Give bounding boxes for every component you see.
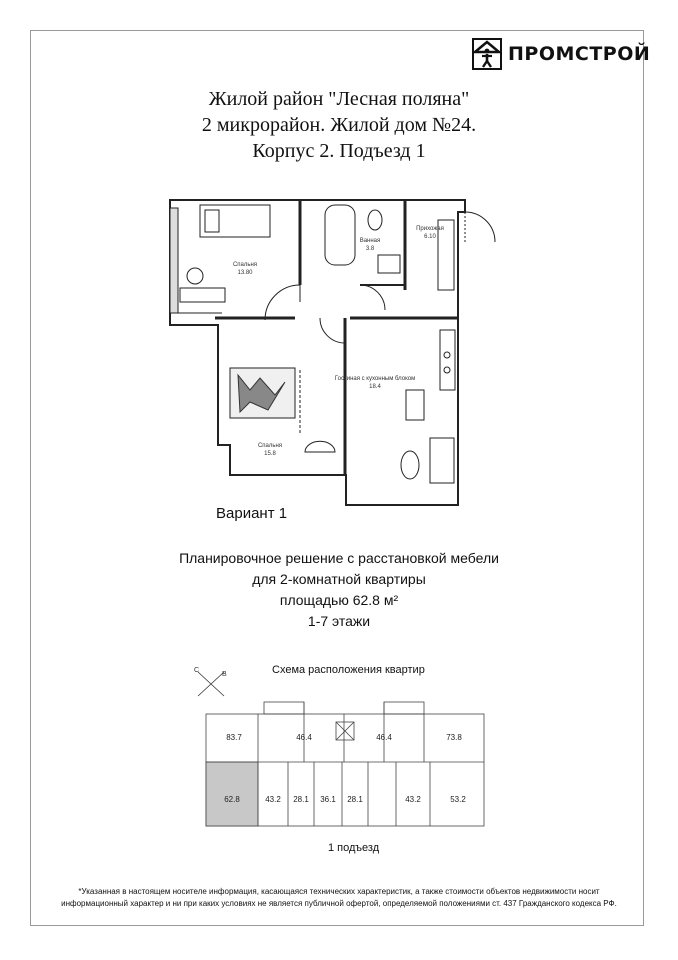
room-name: Гостиная с кухонным блоком xyxy=(334,376,416,382)
bathtub xyxy=(325,205,355,265)
apartment-area: 36.1 xyxy=(320,795,336,804)
description-line: Планировочное решение с расстановкой мебели xyxy=(179,550,499,566)
plan-description xyxy=(0,548,678,632)
apartment-scheme xyxy=(204,696,488,836)
title-line: 2 микрорайон. Жилой дом №24. xyxy=(201,114,477,136)
room-name: Прихожая xyxy=(416,226,444,232)
room-area: 3.8 xyxy=(365,246,375,252)
floor-plan xyxy=(160,190,510,510)
door-swing xyxy=(320,318,345,343)
room-area: 15.8 xyxy=(264,451,276,457)
apartment-area: 83.7 xyxy=(226,733,242,742)
room-name: Спальня xyxy=(232,262,258,268)
page-title xyxy=(0,86,678,164)
door-swing xyxy=(360,285,385,310)
description-line: для 2-комнатной квартиры xyxy=(252,571,426,587)
description-line: площадью 62.8 м² xyxy=(279,592,399,608)
apartment-area: 28.1 xyxy=(347,795,363,804)
desk xyxy=(180,288,225,302)
kitchen-counter xyxy=(440,330,455,390)
room-name: Ванная xyxy=(359,238,381,244)
outer-wall xyxy=(170,200,465,505)
toilet xyxy=(368,210,382,230)
variant-label: Вариант 1 xyxy=(216,505,288,522)
sofa xyxy=(430,438,454,483)
description-line: 1-7 этажи xyxy=(307,613,371,629)
footnote-line: *Указанная в настоящем носителе информация, касающаяся технических характеристик, а также стоимости объектов недвижимости носит xyxy=(78,887,600,896)
house-logo-icon xyxy=(472,38,502,70)
sink xyxy=(378,255,400,273)
entrance-label: 1 подъезд xyxy=(328,842,380,854)
dining-table xyxy=(406,390,424,420)
door-swing xyxy=(265,285,300,320)
room-area: 6.10 xyxy=(424,234,436,240)
coffee-table xyxy=(401,451,419,479)
apartment-area: 73.8 xyxy=(446,733,462,742)
legal-footnote xyxy=(0,886,678,910)
apartment-area: 28.1 xyxy=(293,795,309,804)
room-name: Спальня xyxy=(257,443,283,449)
compass-icon xyxy=(192,664,236,700)
footnote-line: информационный характер и ни при каких условиях не является публичной офертой, определяемой положениями ст. 437 Гражданского кодекса РФ. xyxy=(61,899,617,908)
compass-north: С xyxy=(194,667,200,674)
balcony xyxy=(170,208,178,313)
apartment-area: 53.2 xyxy=(450,795,466,804)
apartment-area: 43.2 xyxy=(405,795,421,804)
room-area: 18.4 xyxy=(369,384,381,390)
title-line: Жилой район "Лесная поляна" xyxy=(208,88,470,110)
brand-name: ПРОМСТРОЙ xyxy=(508,43,651,65)
apartment-area: 46.4 xyxy=(376,733,392,742)
door-swing xyxy=(465,212,495,242)
apartment-area-highlighted: 62.8 xyxy=(224,795,240,804)
chair xyxy=(187,268,203,284)
title-line: Корпус 2. Подъезд 1 xyxy=(252,140,426,162)
apartment-area: 43.2 xyxy=(265,795,281,804)
compass-east: В xyxy=(222,671,227,678)
scheme-title: Схема расположения квартир xyxy=(272,664,425,676)
armchair xyxy=(305,441,335,452)
room-area: 13.80 xyxy=(237,270,253,276)
apartment-area: 46.4 xyxy=(296,733,312,742)
brand-logo xyxy=(472,38,650,70)
